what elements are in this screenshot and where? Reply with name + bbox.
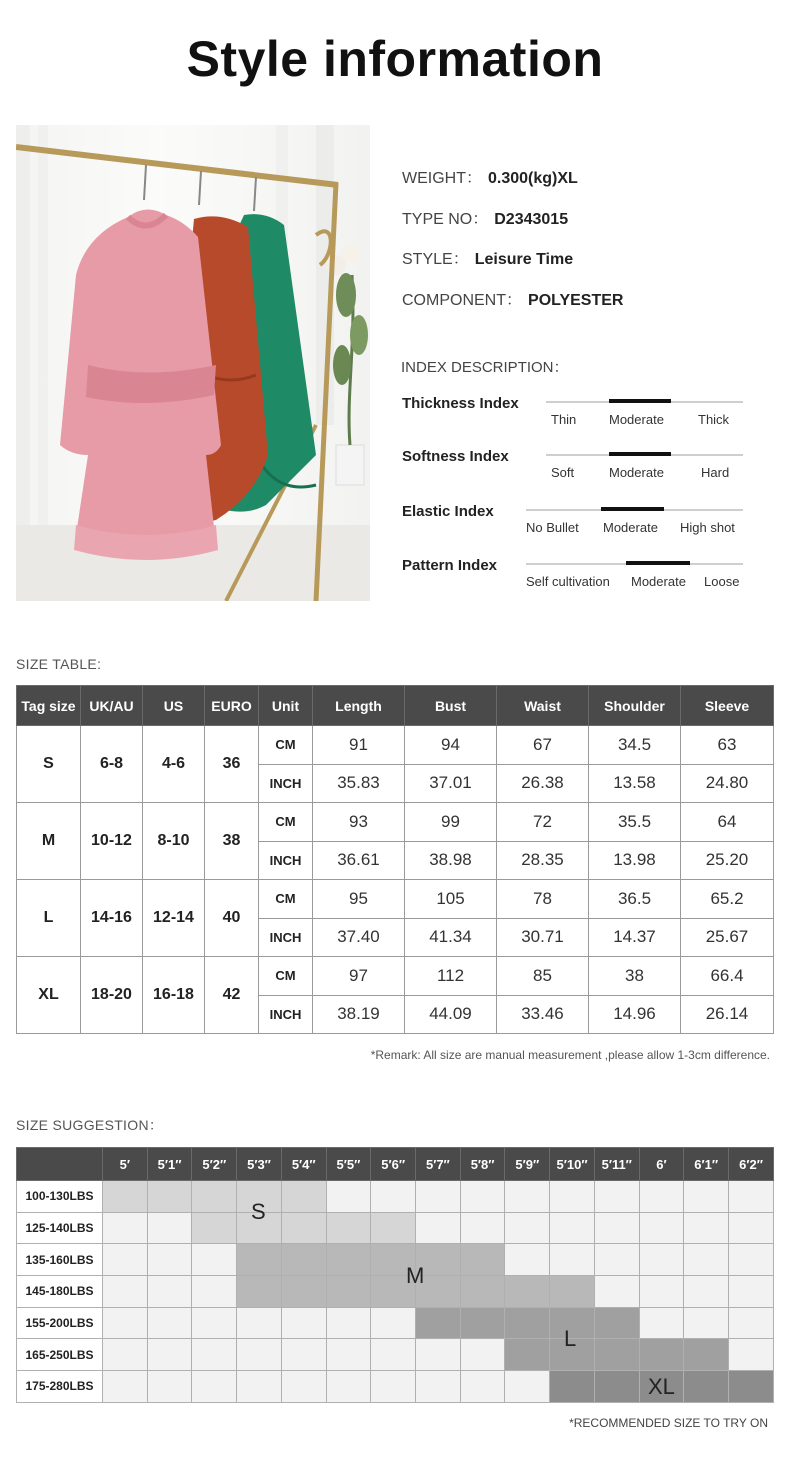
tag-size-cell: XL — [17, 957, 81, 1034]
grid-cell — [416, 1371, 461, 1403]
grid-cell — [639, 1307, 684, 1339]
measure-cell: 44.09 — [405, 995, 497, 1034]
grid-cell — [505, 1181, 550, 1213]
weight-label: 155-200LBS — [17, 1307, 103, 1339]
grid-cell — [192, 1339, 237, 1371]
grid-cell — [594, 1181, 639, 1213]
grid-cell — [147, 1371, 192, 1403]
index-option: No Bullet — [526, 520, 579, 535]
measure-cell: 38.19 — [313, 995, 405, 1034]
grid-cell — [729, 1181, 774, 1213]
index-selected-marker — [626, 561, 690, 565]
recommend-note: *RECOMMENDED SIZE TO TRY ON — [569, 1416, 768, 1430]
grid-cell — [729, 1276, 774, 1308]
grid-cell — [103, 1339, 148, 1371]
measure-cell: 67 — [497, 726, 589, 765]
unit-cell: INCH — [259, 995, 313, 1034]
grid-cell — [729, 1339, 774, 1371]
weight-row — [17, 1307, 774, 1339]
grid-cell — [371, 1371, 416, 1403]
tag-size-cell: L — [17, 880, 81, 957]
grid-cell — [505, 1244, 550, 1276]
grid-cell — [281, 1307, 326, 1339]
grid-cell — [192, 1371, 237, 1403]
uk-au-cell: 6-8 — [81, 726, 143, 803]
header-bust: Bust — [405, 686, 497, 726]
grid-cell-l — [505, 1307, 550, 1339]
grid-cell — [371, 1307, 416, 1339]
grid-cell — [639, 1244, 684, 1276]
zone-label-m: M — [406, 1263, 425, 1288]
page-title: Style information — [186, 31, 604, 87]
weight-label: 145-180LBS — [17, 1276, 103, 1308]
measure-cell: 91 — [313, 726, 405, 765]
grid-cell — [460, 1181, 505, 1213]
info-label: WEIGHT： — [402, 170, 482, 187]
uk-au-cell: 10-12 — [81, 803, 143, 880]
index-description-title: INDEX DESCRIPTION： — [401, 359, 569, 376]
index-selected-marker — [609, 452, 671, 456]
header-shoulder: Shoulder — [589, 686, 681, 726]
index-option: Soft — [551, 465, 575, 480]
grid-cell — [237, 1371, 282, 1403]
measure-cell: 72 — [497, 803, 589, 842]
measure-cell: 94 — [405, 726, 497, 765]
measure-cell: 13.98 — [589, 841, 681, 880]
unit-cell: CM — [259, 726, 313, 765]
uk-au-cell: 18-20 — [81, 957, 143, 1034]
info-value: 0.300(kg)XL — [488, 170, 578, 187]
suggestion-header — [17, 1148, 774, 1181]
height-header: 5′3″ — [237, 1148, 282, 1181]
grid-cell-l — [639, 1339, 684, 1371]
grid-cell-s — [326, 1212, 371, 1244]
header-euro: EURO — [205, 686, 259, 726]
grid-cell — [639, 1181, 684, 1213]
grid-cell — [281, 1371, 326, 1403]
euro-cell: 40 — [205, 880, 259, 957]
measure-cell: 14.37 — [589, 918, 681, 957]
grid-cell — [237, 1339, 282, 1371]
info-value: D2343015 — [494, 211, 569, 228]
measure-cell: 99 — [405, 803, 497, 842]
weight-label: 100-130LBS — [17, 1181, 103, 1213]
grid-cell — [416, 1181, 461, 1213]
grid-cell — [147, 1244, 192, 1276]
unit-cell: CM — [259, 957, 313, 996]
grid-cell — [147, 1307, 192, 1339]
measure-cell: 36.5 — [589, 880, 681, 919]
grid-cell — [416, 1339, 461, 1371]
info-value: Leisure Time — [474, 251, 574, 268]
grid-cell-m — [326, 1276, 371, 1308]
grid-cell — [550, 1181, 595, 1213]
grid-cell — [684, 1244, 729, 1276]
measure-cell: 37.40 — [313, 918, 405, 957]
measure-cell: 14.96 — [589, 995, 681, 1034]
us-cell: 12-14 — [143, 880, 205, 957]
grid-cell — [729, 1307, 774, 1339]
weight-row — [17, 1339, 774, 1371]
size-row-cm — [17, 957, 774, 996]
height-header: 5′10″ — [550, 1148, 595, 1181]
grid-cell — [103, 1371, 148, 1403]
grid-cell-xl — [684, 1371, 729, 1403]
info-value: POLYESTER — [528, 292, 624, 309]
grid-cell-m — [505, 1276, 550, 1308]
euro-cell: 42 — [205, 957, 259, 1034]
grid-cell-s — [192, 1212, 237, 1244]
elastic-index — [401, 503, 751, 543]
height-header: 5′5″ — [326, 1148, 371, 1181]
grid-cell — [103, 1244, 148, 1276]
measure-cell: 66.4 — [681, 957, 774, 996]
grid-cell-xl — [729, 1371, 774, 1403]
index-option: Hard — [701, 465, 730, 480]
grid-cell — [639, 1212, 684, 1244]
us-cell: 4-6 — [143, 726, 205, 803]
unit-cell: INCH — [259, 918, 313, 957]
grid-cell — [147, 1212, 192, 1244]
index-option: Thin — [551, 412, 577, 427]
measure-cell: 78 — [497, 880, 589, 919]
measure-cell: 65.2 — [681, 880, 774, 919]
grid-cell — [594, 1276, 639, 1308]
grid-cell — [684, 1212, 729, 1244]
info-label: COMPONENT： — [402, 292, 523, 309]
weight-row — [17, 1181, 774, 1213]
grid-cell-m — [460, 1276, 505, 1308]
grid-cell — [326, 1307, 371, 1339]
measure-cell: 93 — [313, 803, 405, 842]
size-table-label: SIZE TABLE: — [16, 656, 102, 672]
grid-cell — [326, 1181, 371, 1213]
index-option-selected: Moderate — [609, 412, 664, 427]
grid-cell-m — [281, 1276, 326, 1308]
grid-cell — [147, 1339, 192, 1371]
grid-cell — [684, 1181, 729, 1213]
weight-row — [17, 1276, 774, 1308]
measure-cell: 85 — [497, 957, 589, 996]
info-label: STYLE： — [402, 251, 469, 268]
remark-note: *Remark: All size are manual measurement ,please allow 1-3cm difference. — [370, 1048, 770, 1062]
measure-cell: 97 — [313, 957, 405, 996]
us-cell: 8-10 — [143, 803, 205, 880]
grid-cell — [326, 1339, 371, 1371]
measure-cell: 25.20 — [681, 841, 774, 880]
index-name: Elastic Index — [402, 503, 494, 520]
us-cell: 16-18 — [143, 957, 205, 1034]
grid-cell-m — [326, 1244, 371, 1276]
weight-label: 165-250LBS — [17, 1339, 103, 1371]
unit-cell: INCH — [259, 764, 313, 803]
measure-cell: 64 — [681, 803, 774, 842]
grid-cell — [460, 1339, 505, 1371]
height-header: 6′ — [639, 1148, 684, 1181]
measure-cell: 24.80 — [681, 764, 774, 803]
grid-cell — [192, 1276, 237, 1308]
header-waist: Waist — [497, 686, 589, 726]
grid-cell — [371, 1339, 416, 1371]
grid-cell-s — [147, 1181, 192, 1213]
measure-cell: 36.61 — [313, 841, 405, 880]
weight-label: 135-160LBS — [17, 1244, 103, 1276]
height-header: 6′1″ — [684, 1148, 729, 1181]
measure-cell: 13.58 — [589, 764, 681, 803]
index-name: Pattern Index — [402, 557, 498, 574]
height-header: 5′9″ — [505, 1148, 550, 1181]
suggestion-corner — [17, 1148, 103, 1181]
grid-cell — [505, 1371, 550, 1403]
index-option-selected: Moderate — [631, 574, 686, 589]
index-option: Loose — [704, 574, 740, 589]
info-label: TYPE NO： — [402, 211, 489, 228]
measure-cell: 38 — [589, 957, 681, 996]
size-row-cm — [17, 880, 774, 919]
grid-cell-s — [371, 1212, 416, 1244]
tag-size-cell: S — [17, 726, 81, 803]
index-option: High shot — [680, 520, 735, 535]
measure-cell: 28.35 — [497, 841, 589, 880]
unit-cell: CM — [259, 803, 313, 842]
unit-cell: INCH — [259, 841, 313, 880]
info-weight — [402, 165, 578, 188]
index-option-selected: Moderate — [603, 520, 658, 535]
grid-cell — [594, 1212, 639, 1244]
grid-cell — [460, 1371, 505, 1403]
grid-cell — [371, 1181, 416, 1213]
product-photo — [16, 125, 370, 601]
grid-cell-l — [684, 1339, 729, 1371]
measure-cell: 26.14 — [681, 995, 774, 1034]
height-header: 6′2″ — [729, 1148, 774, 1181]
unit-cell: CM — [259, 880, 313, 919]
height-header: 5′2″ — [192, 1148, 237, 1181]
weight-row — [17, 1212, 774, 1244]
height-header: 5′1″ — [147, 1148, 192, 1181]
size-table-header — [17, 686, 774, 726]
softness-index — [401, 448, 751, 488]
grid-cell — [684, 1307, 729, 1339]
measure-cell: 105 — [405, 880, 497, 919]
grid-cell — [639, 1276, 684, 1308]
grid-cell — [147, 1276, 192, 1308]
grid-cell — [103, 1307, 148, 1339]
uk-au-cell: 14-16 — [81, 880, 143, 957]
zone-label-xl: XL — [648, 1374, 675, 1399]
grid-cell — [729, 1244, 774, 1276]
measure-cell: 38.98 — [405, 841, 497, 880]
height-header: 5′8″ — [460, 1148, 505, 1181]
measure-cell: 35.5 — [589, 803, 681, 842]
measure-cell: 26.38 — [497, 764, 589, 803]
grid-cell-m — [281, 1244, 326, 1276]
grid-cell-m — [237, 1276, 282, 1308]
height-header: 5′ — [103, 1148, 148, 1181]
size-table — [16, 685, 774, 1034]
dress-rack-illustration — [16, 125, 370, 601]
grid-cell — [326, 1371, 371, 1403]
grid-cell-m — [237, 1244, 282, 1276]
index-option-selected: Moderate — [609, 465, 664, 480]
measure-cell: 112 — [405, 957, 497, 996]
grid-cell-m — [460, 1244, 505, 1276]
grid-cell — [281, 1339, 326, 1371]
size-row-cm — [17, 803, 774, 842]
height-header: 5′4″ — [281, 1148, 326, 1181]
grid-cell — [684, 1276, 729, 1308]
grid-cell-l — [416, 1307, 461, 1339]
size-suggestion-label: SIZE SUGGESTION： — [16, 1117, 164, 1133]
grid-cell — [550, 1212, 595, 1244]
info-style — [402, 246, 573, 269]
grid-cell-l — [460, 1307, 505, 1339]
measure-cell: 30.71 — [497, 918, 589, 957]
euro-cell: 36 — [205, 726, 259, 803]
header-length: Length — [313, 686, 405, 726]
info-type-no — [402, 206, 568, 229]
measure-cell: 35.83 — [313, 764, 405, 803]
header-tag-size: Tag size — [17, 686, 81, 726]
index-name: Softness Index — [402, 448, 509, 465]
grid-cell-s — [192, 1181, 237, 1213]
info-component — [402, 287, 623, 310]
size-row-cm — [17, 726, 774, 765]
grid-cell-s — [281, 1181, 326, 1213]
index-selected-marker — [609, 399, 671, 403]
euro-cell: 38 — [205, 803, 259, 880]
grid-cell — [460, 1212, 505, 1244]
measure-cell: 41.34 — [405, 918, 497, 957]
index-option: Thick — [698, 412, 730, 427]
index-option: Self cultivation — [526, 574, 610, 589]
weight-row — [17, 1244, 774, 1276]
grid-cell — [594, 1244, 639, 1276]
height-header: 5′11″ — [594, 1148, 639, 1181]
header-unit: Unit — [259, 686, 313, 726]
measure-cell: 37.01 — [405, 764, 497, 803]
grid-cell — [192, 1307, 237, 1339]
header-uk-au: UK/AU — [81, 686, 143, 726]
height-header: 5′6″ — [371, 1148, 416, 1181]
grid-cell — [237, 1307, 282, 1339]
zone-label-l: L — [564, 1326, 577, 1351]
measure-cell: 95 — [313, 880, 405, 919]
grid-cell — [103, 1276, 148, 1308]
tag-size-cell: M — [17, 803, 81, 880]
grid-cell-s — [281, 1212, 326, 1244]
measure-cell: 25.67 — [681, 918, 774, 957]
grid-cell — [505, 1212, 550, 1244]
header-us: US — [143, 686, 205, 726]
grid-cell — [416, 1212, 461, 1244]
grid-cell-l — [594, 1339, 639, 1371]
grid-cell — [729, 1212, 774, 1244]
grid-cell-m — [550, 1276, 595, 1308]
grid-cell-s — [103, 1181, 148, 1213]
pattern-index — [401, 557, 751, 597]
header-sleeve: Sleeve — [681, 686, 774, 726]
grid-cell — [550, 1244, 595, 1276]
grid-cell — [103, 1212, 148, 1244]
measure-cell: 63 — [681, 726, 774, 765]
measure-cell: 33.46 — [497, 995, 589, 1034]
index-name: Thickness Index — [402, 395, 519, 412]
index-selected-marker — [601, 507, 664, 511]
measure-cell: 34.5 — [589, 726, 681, 765]
grid-cell — [192, 1244, 237, 1276]
grid-cell-l — [594, 1307, 639, 1339]
thickness-index — [401, 395, 751, 435]
grid-cell-l — [505, 1339, 550, 1371]
weight-label: 125-140LBS — [17, 1212, 103, 1244]
size-suggestion-table — [16, 1147, 774, 1403]
grid-cell-xl — [594, 1371, 639, 1403]
zone-label-s: S — [251, 1199, 266, 1224]
height-header: 5′7″ — [416, 1148, 461, 1181]
grid-cell-xl — [550, 1371, 595, 1403]
weight-label: 175-280LBS — [17, 1371, 103, 1403]
